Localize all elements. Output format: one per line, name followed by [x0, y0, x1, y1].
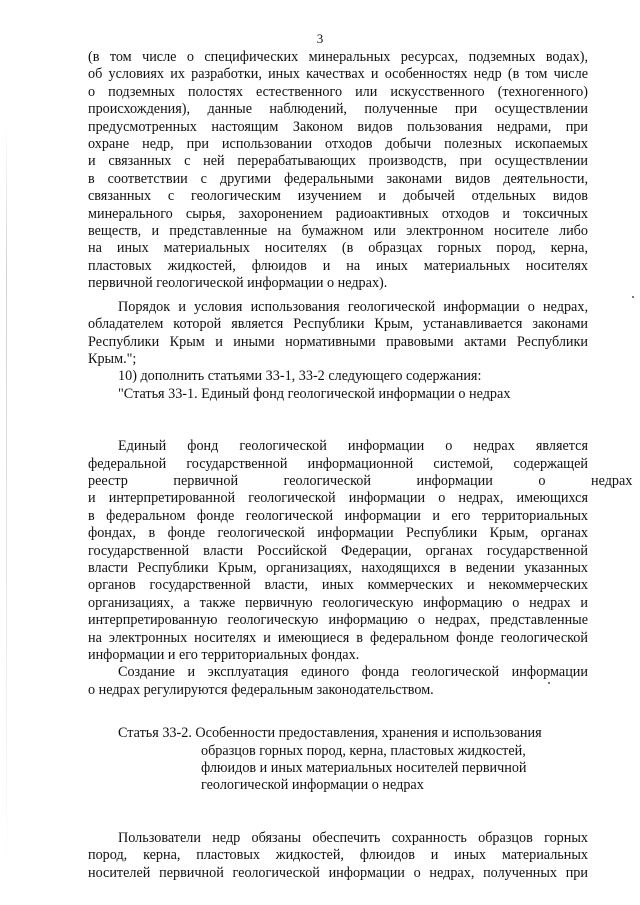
text-line: о недрах регулируются федеральным законодательством. — [88, 681, 434, 698]
article-33-1-heading — [88, 386, 588, 403]
text-line: и связанных с ней перерабатывающих производств, при осуществлении — [88, 153, 588, 170]
text-line: и интерпретированной геологической информации о недрах, имеющихся — [88, 490, 588, 507]
text-line: Республики Крым и иными нормативными правовыми актами Республики — [88, 333, 588, 350]
text-line: обладателем которой является Республики Крым, устанавливается законами — [88, 316, 588, 333]
article-33-2-heading — [88, 725, 588, 795]
text-line: пород, керна, пластовых жидкостей, флюидов и иных материальных — [88, 847, 588, 864]
text-line: происхождения), данные наблюдений, полученные при осуществлении — [88, 101, 588, 118]
article-label: Статья 33-2. — [118, 725, 192, 742]
text-line: Крым."; — [88, 350, 137, 367]
text-line: федеральной государственной информационной системой, содержащей — [88, 455, 588, 472]
text-line: об условиях их разработки, иных качествах и особенностях недр (в том числе — [88, 66, 588, 83]
paragraph-fund-creation — [88, 664, 588, 699]
heading-line: Особенности предоставления, хранения и использования — [195, 725, 542, 742]
text-line: государственной власти Российской Федерации, органах государственной — [88, 542, 588, 559]
text-line: на иных материальных носителях (в образцах горных пород, керна, — [88, 240, 588, 257]
text-line: интерпретированную геологическую информацию о недрах, представленные — [88, 612, 588, 629]
text-line: минерального сырья, захоронением радиоактивных отходов и токсичных — [88, 205, 588, 222]
heading-line: геологической информации о недрах — [201, 777, 424, 794]
text-line: Пользователи недр обязаны обеспечить сохранность образцов горных — [118, 829, 588, 846]
scan-edge-shadow — [6, 120, 7, 880]
text-line: информации и его территориальных фондах. — [88, 647, 360, 663]
text-line: в федеральном фонде геологической информации и его территориальных — [88, 507, 588, 524]
scan-speck — [632, 296, 634, 298]
paragraph-users-obligations — [88, 830, 588, 882]
heading-line: флюидов и иных материальных носителей первичной — [201, 760, 527, 777]
text-line: в соответствии с другими федеральными законами видов деятельности, — [88, 170, 588, 187]
text-line: веществ, и представленные на бумажном или электронном носителе либо — [88, 223, 588, 240]
text-line: охране недр, при использовании отходов добычи полезных ископаемых — [88, 136, 588, 153]
text-line: носителей первичной геологической информации о недрах, полученных при — [88, 864, 588, 881]
text-line: (в том числе о специфических минеральных ресурсах, подземных водах), — [88, 49, 588, 65]
heading-line: образцов горных пород, керна, пластовых жидкостей, — [201, 742, 526, 759]
document-body — [88, 49, 633, 882]
text-line: связанных с геологическим изучением и добычей отдельных видов — [88, 188, 588, 205]
text-line: предусмотренных настоящим Законом видов пользования недрами, при — [88, 118, 588, 135]
text-line: Единый фонд геологической информации о недрах является — [118, 438, 588, 455]
text-line: Создание и эксплуатация единого фонда геологической информации — [118, 664, 588, 681]
text-line: 10) дополнить статьями 33-1, 33-2 следующего содержания: — [118, 368, 482, 385]
paragraph-unified-fund — [88, 438, 633, 664]
heading-line: "Статья 33-1. Единый фонд геологической информации о недрах — [118, 385, 511, 402]
text-line: реестр первичной геологической информации о недрах — [88, 472, 633, 489]
text-line: пластовых жидкостей, флюидов и на иных материальных носителях — [88, 257, 588, 274]
text-line: организациях, а также первичную геологическую информацию о недрах и — [88, 594, 588, 611]
text-line: о подземных полостях естественного или искусственного (техногенного) — [88, 83, 588, 100]
page-number: 3 — [316, 31, 324, 46]
paragraph-usage-order — [88, 299, 588, 369]
text-line: фондах, в фонде геологической информации Республики Крым, органах — [88, 525, 588, 542]
text-line: власти Республики Крым, организациях, находящихся в ведении указанных — [88, 559, 588, 576]
text-line: первичной геологической информации о недрах). — [88, 275, 388, 292]
text-line: на электронных носителях и имеющиеся в федеральном фонде геологической — [88, 629, 588, 646]
paragraph-definition-continued — [88, 49, 588, 293]
text-line: Порядок и условия использования геологической информации о недрах, — [118, 298, 588, 315]
paragraph-amendment-item — [88, 368, 588, 385]
text-line: органов государственной власти, иных коммерческих и некоммерческих — [88, 577, 588, 594]
